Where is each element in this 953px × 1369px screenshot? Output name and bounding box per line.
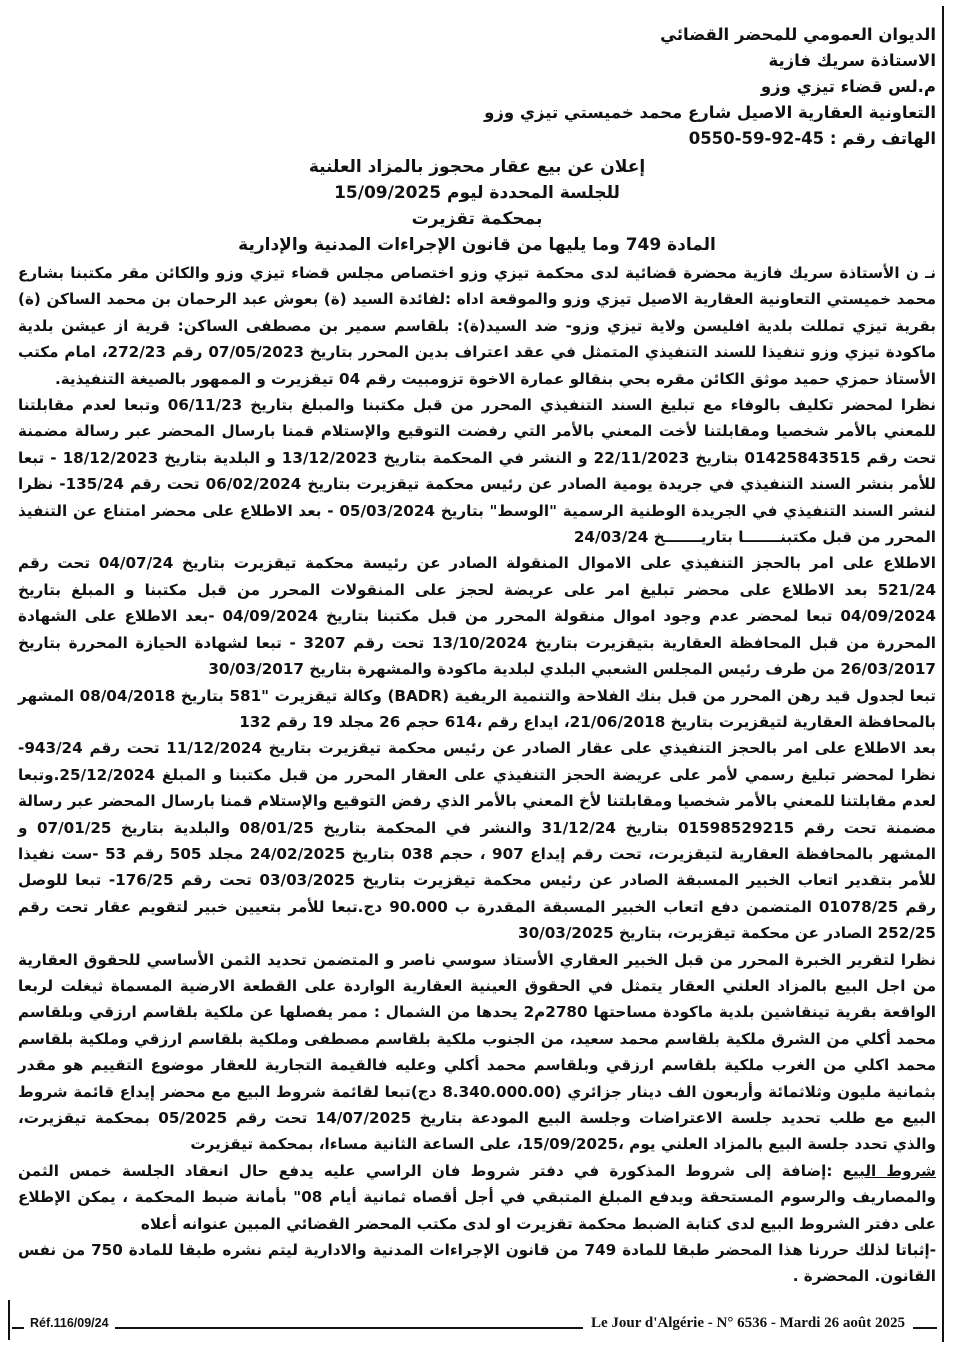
office-name: الديوان العمومي للمحضر القضائي: [660, 25, 936, 44]
notice-body: [18, 260, 936, 1290]
session-date: للجلسة المحددة ليوم 15/09/2025: [334, 183, 620, 203]
paragraph-property-seizure: بعد الاطلاع على امر بالحجز التنفيذي على عقار الصادر عن رئيس محكمة تيقزيرت بتاريخ 11/12/2024 تحت رقم 943/24- نظرا لمحضر تبليغ رسمي لأمر على عريضة الحجز التنفيذي على العقار المحرر من قبل مكتبنا و المبلغ 25/12/2024.وتبعا لعدم مقابلتنا للمعني بالأمر شخصيا ومقابلتنا لأخ المعني بالأمر الذي رفض التوقيع والإستلام قمنا بارسال المحضر عبر رسالة مضمنة تحت رقم 01598529215 بتاريخ 31/12/24 والنشر في المحكمة بتاريخ 08/01/25 والبلدية بتاريخ 07/01/25 و المشهر بالمحافظة العقارية لتيقزيرت، تحت رقم إيداع 907 ، حجم 038 بتاريخ 24/02/2025 مجلد 505 رقم 53 -ست نفيذا للأمر بتقدير اتعاب الخبير المسبقة الصادر عن رئيس محكمة تيقزيرت بتاريخ 03/03/2025 تحت رقم 176/25- تبعا للوصل رقم 01078/25 المتضمن دفع اتعاب الخبير المسبقة المقدرة ب 90.000 دج.تبعا للأمر بتعيين خبير لتقويم عقار تحت رقم 252/25 الصادر عن محكمة تيقزيرت، بتاريخ 30/03/2025: [18, 739, 937, 943]
office-address: التعاونية العقارية الاصيل شارع محمد خميستي تيزي وزو: [484, 103, 936, 122]
legal-notice: [18, 22, 936, 1290]
page-border-right: [942, 6, 944, 1342]
paragraph-expert-report: نظرا لتقرير الخبرة المحرر من قبل الخبير العقاري الأستاذ سوسي ناصر و المتضمن تحديد الثمن الأساسي للحقوق العقارية من اجل البيع بالمزاد العلني العقار يتمثل في الحقوق العينية العقارية الواردة على القطعة الارضية المسماة ثيغلت لربعا الواقعة بقرية تينقاشين بلدية ماكودة مساحتها 2780م2 يحدها من الشمال : ممر يفصلها عن ملكية بلقاسم ارزقي وبلقاسم محمد أكلي من الشرق ملكية بلقاسم محمد سعيد، من الجنوب ملكية بلقاسم مصطفى وملكية بلقاسم ارزقي وملكية بلقاسم محمد اكلي من الغرب ملكية بلقاسم ارزقي وبلقاسم محمد أكلي وعليه فالقيمة التجارية للعقار موضوع التقييم هو مقدر بثمانية مليون وثلاثمائة وأربعون الف دينار جزائري (8.340.000.00 دج)تبعا لقائمة شروط البيع مع محضر إيداع قائمة شروط البيع مع طلب تحديد جلسة الاعتراضات وجلسة البيع المودعة بتاريخ 14/07/2025 تحت رقم 05/2025 بمحكمة تيقزيرت، والذي تحدد جلسة البيع بالمزاد العلني يوم ،15/09/2025، على الساعة الثانية مساءا، بمحكمة تيقزيرت: [18, 950, 937, 1154]
page-border-left: [8, 1300, 10, 1340]
court-name: بمحكمة تقزيرت: [411, 209, 543, 229]
announcement-title: إعلان عن بيع عقار محجوز بالمزاد العلنية: [308, 157, 646, 177]
paragraph-notification: نظرا لمحضر تكليف بالوفاء مع تبليغ السند التنفيذي المحرر من قبل مكتبنا والمبلغ بتاريخ 06/11/23 وتبعا لعدم مقابلتنا للمعني بالأمر شخصيا ومقابلتنا لأخت المعني بالأمر التي رفضت التوقيع والإستلام قمنا بارسال المحضر عبر رسالة مضمنة تحت رقم 01425843515 بتاريخ 22/11/2023 و النشر في المحكمة بتاريخ 13/12/2023 و البلدية بتاريخ 18/12/2023 - تبعا للأمر بنشر السند التنفيذي في جريدة يومية الصادر عن رئيس محكمة تيقزيرت بتاريخ 06/02/2024 تحت رقم 135/24- نظرا لنشر السند التنفيذي في الجريدة الوطنية الرسمية "الوسط" بتاريخ 05/03/2024 - بعد الاطلاع على محضر امتناع عن التنفيذ المحرر من قبل مكتبنـــــــا بتاريـــــــخ 24/03/24: [18, 396, 937, 547]
reference-number: Réf.116/09/24: [24, 1316, 115, 1330]
paragraph-closing: -إثباتا لذلك حررنا هذا المحضر طبقا للمادة 749 من قانون الإجراءات المدنية والادارية ليتم نشره طبقا للمادة 750 من نفس القانون. المحضرة .: [18, 1241, 937, 1286]
bailiff-name: الاستاذة سريك فازية: [768, 51, 936, 70]
paragraph-mortgage: تبعا لجدول قيد رهن المحرر من قبل بنك الفلاحة والتنمية الريفية (BADR) وكالة تيقزيرت "581 بتاريخ 08/04/2018 المشهر بالمحافظة العقارية لتيقزيرت بتاريخ 21/06/2018، ايداع رقم ،614 حجم 26 مجلد 19 رقم 132: [18, 686, 936, 731]
paragraph-movable-seizure: الاطلاع على امر بالحجز التنفيذي على الاموال المنقولة الصادر عن رئيسة محكمة تيقزيرت بتاريخ 04/07/24 تحت رقم 521/24 بعد الاطلاع على محضر تبليغ امر على عريضة لحجز على المنقولات المحرر من قبل مكتبنا و المبلغ بتاريخ 04/09/2024 تبعا لمحضر عدم وجود اموال منقولة المحرر من قبل مكتبنا بتاريخ 04/09/2024 -بعد الاطلاع على الشهادة المحررة من قبل المحافظة العقارية بتيقزيرت بتاريخ 13/10/2024 تحت رقم 3207 - تبعا لشهادة الحيازة المحررة بتاريخ 26/03/2017 من طرف رئيس المجلس الشعبي البلدي لبلدية ماكودة والمشهرة بتاريخ 30/03/2017: [18, 554, 937, 679]
paragraph-sale-conditions: [18, 1158, 936, 1237]
office-phone: الهاتف رقم : 45-92-59-0550: [688, 129, 936, 148]
conditions-label: شروط البيع: [842, 1161, 936, 1180]
jurisdiction: م.لس قضاء تيزي وزو: [760, 77, 936, 96]
announcement-heading: [18, 154, 936, 258]
paragraph-enforcement: نـ ن الأستاذة سريك فازية محضرة قضائية لدى محكمة تيزي وزو اختصاص مجلس قضاء تيزي وزو والكائن مقر مكتبنا بشارع محمد خميستي التعاونية العقارية الاصيل تيزي وزو والموقعة اداه :لفائدة السيد (ة) بعوش عبد الرحمان بن محمد الساكن (ة) بقرية تيزي تمللت بلدية افليسن ولاية تيزي وزو- ضد السيد(ة): بلقاسم سمير بن مصطفى الساكن: قرية از عيشن بلدية ماكودة تيزي وزو تنفيذا للسند التنفيذي المتمثل في عقد اعتراف بدين المحرر بتاريخ 07/05/2023 رقم 272/23، امام مكتب الأستاذ حمزي حميد موثق الكائن مقره بحي بنقالو عمارة الاخوة تزومبيت رقم 04 تيقزيرت و الممهور بالصيغة التنفيذية.: [18, 264, 936, 388]
conditions-text: :إضافة إلى شروط المذكورة في دفتر شروط فان الراسي عليه يدفع حال انعقاد الجلسة خمس الثمن والمصاريف والرسوم المستحقة ويدفع المبلغ المتبقي في أجل أقصاه ثمانية أيام 08" بأمانة ضبط المحكمة ، يمكن الإطلاع على دفتر الشروط البيع لدى كتابة الضبط محكمة تقزيرت او لدى مكتب المحضر القضائي المبين عنوانه أعلاه: [18, 1161, 936, 1233]
newspaper-issue: Le Jour d'Algérie - N° 6536 - Mardi 26 août 2025: [583, 1315, 913, 1332]
legal-article: المادة 749 وما يليها من قانون الإجراءات المدنية والإدارية: [238, 235, 716, 255]
page-footer: [12, 1316, 937, 1340]
